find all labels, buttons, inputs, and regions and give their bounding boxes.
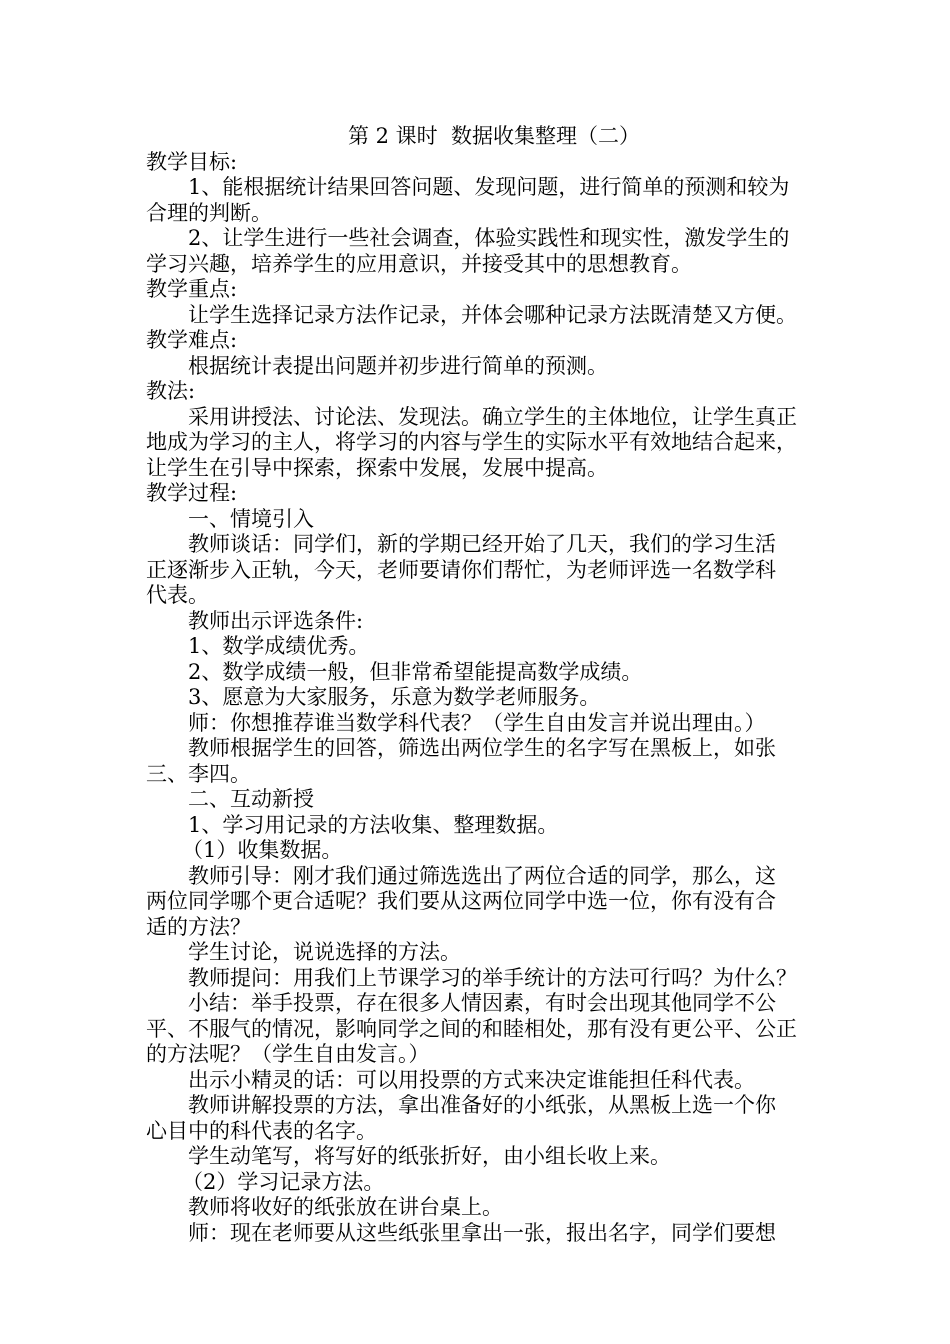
text-line: 平、不服气的情况，影响同学之间的和睦相处，那有没有更公平、公正 — [146, 1016, 797, 1041]
text-line: 教师提问：用我们上节课学习的举手统计的方法可行吗？为什么？ — [188, 965, 797, 990]
text-line: 让学生选择记录方法作记录，并体会哪种记录方法既清楚又方便。 — [188, 302, 797, 327]
text-line: 教学目标: — [146, 149, 238, 174]
text-line: 2、数学成绩一般，但非常希望能提高数学成绩。 — [188, 659, 643, 684]
document-body — [146, 124, 826, 1246]
text-line: 根据统计表提出问题并初步进行简单的预测。 — [188, 353, 608, 378]
text-line: （1）收集数据。 — [182, 838, 343, 862]
text-line: 三、李四。 — [146, 761, 251, 786]
text-line: 一、情境引入 — [188, 506, 314, 531]
text-line: （2）学习记录方法。 — [182, 1169, 385, 1194]
text-line: 教学难点: — [146, 328, 238, 352]
text-line: 教学重点: — [146, 277, 238, 301]
document-lines — [146, 150, 826, 1247]
text-line: 教师引导：刚才我们通过筛选选出了两位合适的同学，那么，这 — [188, 863, 776, 888]
text-line: 教法: — [146, 379, 196, 403]
text-line: 小结：举手投票，存在很多人情因素，有时会出现其他同学不公 — [188, 991, 776, 1015]
text-line: 1、数学成绩优秀。 — [188, 634, 370, 658]
text-line: 地成为学习的主人，将学习的内容与学生的实际水平有效地结合起来， — [146, 430, 797, 454]
text-line: 教学过程: — [146, 481, 238, 505]
text-line: 学习兴趣，培养学生的应用意识，并接受其中的思想教育。 — [146, 251, 692, 276]
text-line: 采用讲授法、讨论法、发现法。确立学生的主体地位，让学生真正 — [188, 404, 797, 429]
text-line: 二、互动新授 — [188, 787, 314, 811]
text-line: 合理的判断。 — [146, 200, 272, 225]
text-line: 2、让学生进行一些社会调查，体验实践性和现实性，激发学生的 — [188, 226, 790, 250]
text-line: 教师根据学生的回答，筛选出两位学生的名字写在黑板上，如张 — [188, 736, 776, 760]
text-line: 1、学习用记录的方法收集、整理数据。 — [188, 812, 559, 837]
text-line: 学生动笔写，将写好的纸张折好，由小组长收上来。 — [188, 1144, 671, 1168]
text-line: 教师谈话：同学们，新的学期已经开始了几天，我们的学习生活 — [188, 532, 776, 556]
text-line: 师：现在老师要从这些纸张里拿出一张，报出名字，同学们要想 — [188, 1220, 776, 1245]
text-line: 1、能根据统计结果回答问题、发现问题，进行简单的预测和较为 — [188, 175, 790, 199]
text-line: 两位同学哪个更合适呢？我们要从这两位同学中选一位，你有没有合 — [146, 889, 776, 913]
text-line: 的方法呢？（学生自由发言。） — [146, 1042, 430, 1066]
text-line: 适的方法？ — [146, 914, 251, 939]
text-line: 代表。 — [146, 583, 209, 607]
text-line: 心目中的科代表的名字。 — [146, 1118, 377, 1143]
text-line: 正逐渐步入正轨，今天，老师要请你们帮忙，为老师评选一名数学科 — [146, 557, 776, 582]
text-line: 出示小精灵的话：可以用投票的方式来决定谁能担任科代表。 — [188, 1067, 755, 1092]
text-line: 让学生在引导中探索，探索中发展，发展中提高。 — [146, 455, 608, 480]
document-title: 第 2 课时 数据收集整理（二） — [347, 124, 641, 148]
text-line: 学生讨论，说说选择的方法。 — [188, 940, 461, 964]
text-line: 教师讲解投票的方法，拿出准备好的小纸张，从黑板上选一个你 — [188, 1093, 776, 1117]
text-line: 师：你想推荐谁当数学科代表？（学生自由发言并说出理由。） — [188, 710, 766, 735]
text-line: 教师出示评选条件: — [188, 608, 364, 633]
text-line: 3、愿意为大家服务，乐意为数学老师服务。 — [188, 685, 601, 709]
text-line: 教师将收好的纸张放在讲台桌上。 — [188, 1195, 503, 1219]
